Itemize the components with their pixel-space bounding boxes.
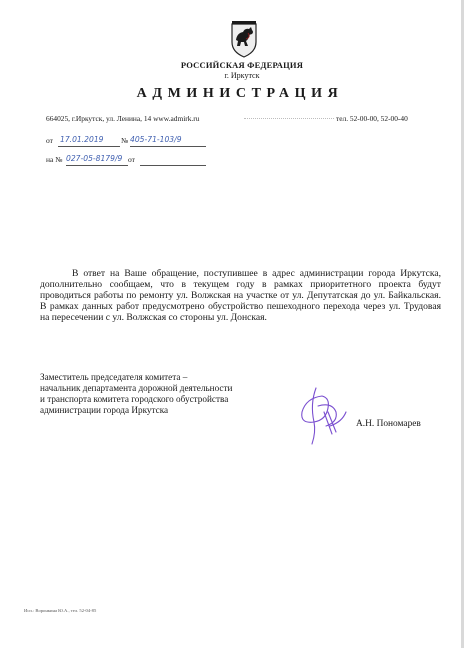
letter-body: В ответ на Ваше обращение, поступившее в адрес администрации города Иркутска, дополнительно сообщаем, что в текущем году в рамках приоритетного проекта будут проводиться работы по ремонту ул. Волжская на участке от ул. Депутатская до ул. Байкальская. В рамках данных работ предусмотрено обустройство пешеходного перехода через ул. Трудовая на пересечении с ул. Волжская со стороны ул. Донская. bbox=[40, 268, 441, 323]
ref-number: 027-05-8179/9 bbox=[66, 154, 123, 163]
signer-name: А.Н. Пономарев bbox=[356, 419, 421, 429]
outgoing-number: 405-71-103/9 bbox=[130, 135, 182, 144]
signatory-position-line: администрации города Иркутска bbox=[40, 405, 169, 415]
handwritten-signature bbox=[292, 382, 352, 448]
number-underline bbox=[130, 146, 206, 147]
ref-number-underline bbox=[66, 165, 128, 166]
phone-text: тел. 52-00-00, 52-00-40 bbox=[336, 114, 408, 123]
signature-block bbox=[40, 372, 232, 416]
from-label: от bbox=[46, 136, 53, 145]
from-date: 17.01.2019 bbox=[60, 135, 104, 144]
ref-label: на № bbox=[46, 155, 63, 164]
signatory-position-line: и транспорта комитета городского обустройства bbox=[40, 394, 229, 404]
from-date-underline bbox=[58, 146, 120, 147]
registration-from-row bbox=[46, 136, 53, 145]
contacts-separator bbox=[244, 118, 334, 121]
ref-from-label: от bbox=[128, 155, 135, 164]
federation-title: РОССИЙСКАЯ ФЕДЕРАЦИЯ bbox=[180, 60, 304, 70]
signatory-position-line: Заместитель председателя комитета – bbox=[40, 372, 188, 382]
city-name: г. Иркутск bbox=[224, 71, 260, 80]
number-label: № bbox=[121, 136, 129, 145]
executor-note: Исп.: Воронкина Ю.А., тел. 52-04-85 bbox=[24, 608, 97, 613]
signatory-position-line: начальник департамента дорожной деятельности bbox=[40, 383, 233, 393]
irkutsk-coat-of-arms-icon bbox=[229, 20, 259, 58]
organization-title: АДМИНИСТРАЦИЯ bbox=[136, 86, 344, 101]
ref-date-underline bbox=[140, 165, 206, 166]
address-text: 664025, г.Иркутск, ул. Ленина, 14 www.admirk.ru bbox=[46, 114, 200, 123]
